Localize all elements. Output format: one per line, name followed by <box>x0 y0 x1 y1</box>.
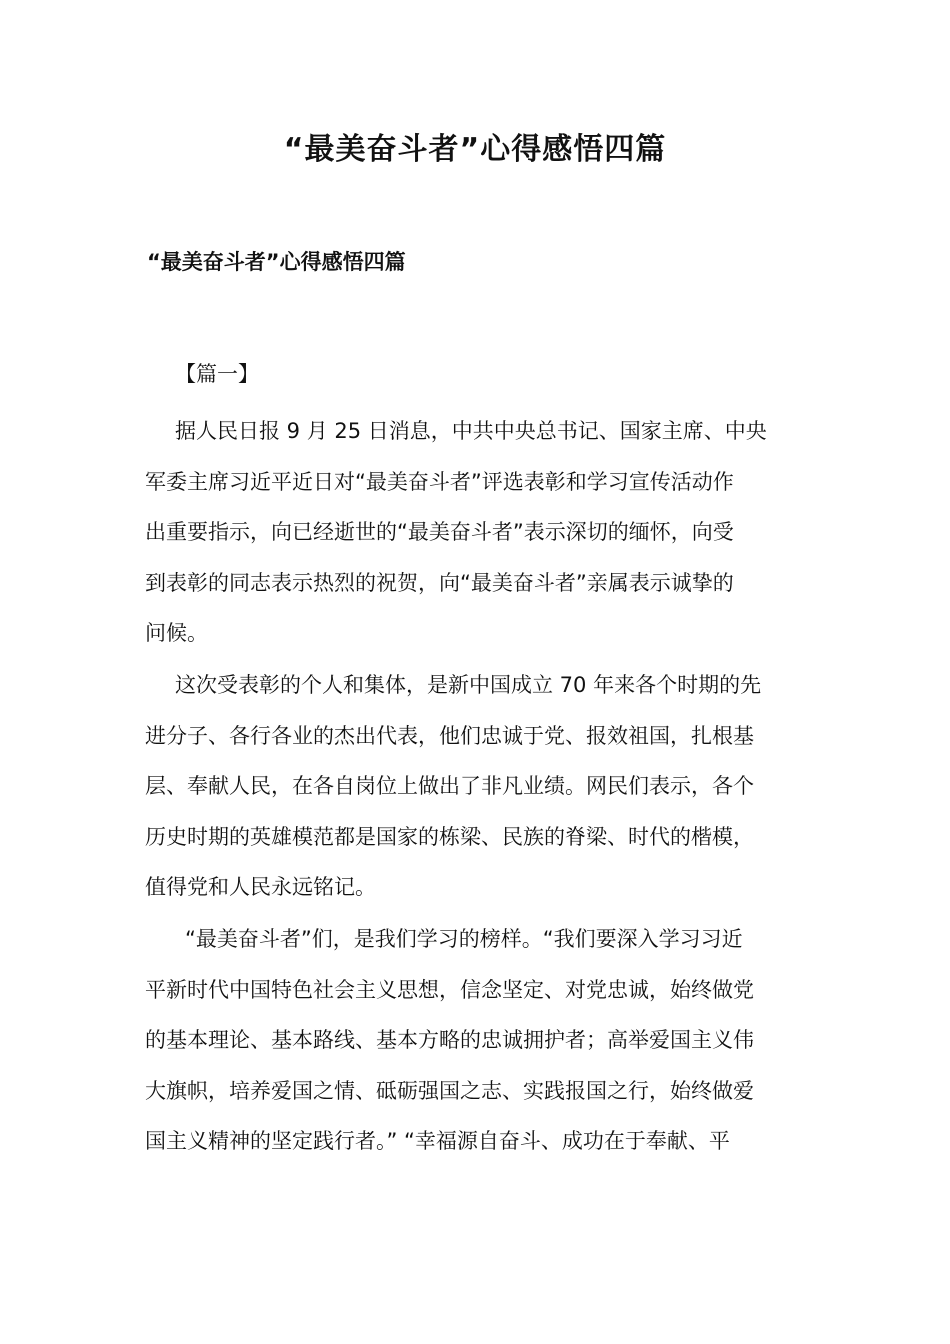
document-title: “最美奋斗者”心得感悟四篇 <box>283 132 667 167</box>
paragraph-line: 问候。 <box>145 621 208 645</box>
paragraph-line: 平新时代中国特色社会主义思想，信念坚定、对党忠诚，始终做党 <box>145 977 754 1002</box>
paragraph-line: 历史时期的英雄模范都是国家的栋梁、民族的脊梁、时代的楷模， <box>145 824 754 849</box>
paragraph-line: 进分子、各行各业的杰出代表，他们忠诚于党、报效祖国，扎根基 <box>145 723 754 748</box>
paragraph-line: 值得党和人民永远铭记。 <box>145 875 376 899</box>
paragraph-line: 军委主席习近平近日对“最美奋斗者”评选表彰和学习宣传活动作 <box>145 469 734 494</box>
paragraph-line: 据人民日报 9 月 25 日消息，中共中央总书记、国家主席、中央 <box>175 419 767 443</box>
paragraph-line: 出重要指示，向已经逝世的“最美奋斗者”表示深切的缅怀，向受 <box>145 520 734 544</box>
paragraph-line: “最美奋斗者”们，是我们学习的榜样。“我们要深入学习习近 <box>185 927 743 951</box>
paragraph-line: 这次受表彰的个人和集体，是新中国成立 70 年来各个时期的先 <box>175 673 762 697</box>
paragraph-3 <box>145 914 807 1167</box>
paragraph-line: 国主义精神的坚定践行者。” “幸福源自奋斗、成功在于奉献、平 <box>145 1129 730 1153</box>
paragraph-1 <box>145 406 807 659</box>
paragraph-line: 层、奉献人民，在各自岗位上做出了非凡业绩。网民们表示，各个 <box>145 774 754 798</box>
paragraph-line: 大旗帜，培养爱国之情、砥砺强国之志、实践报国之行，始终做爱 <box>145 1078 754 1103</box>
paragraph-line: 的基本理论、基本路线、基本方略的忠诚拥护者；高举爱国主义伟 <box>145 1028 754 1052</box>
document-subtitle: “最美奋斗者”心得感悟四篇 <box>147 250 406 274</box>
paragraph-2 <box>145 660 807 913</box>
paragraph-line: 到表彰的同志表示热烈的祝贺，向“最美奋斗者”亲属表示诚挚的 <box>145 570 734 595</box>
section-label: 【篇一】 <box>175 362 259 386</box>
